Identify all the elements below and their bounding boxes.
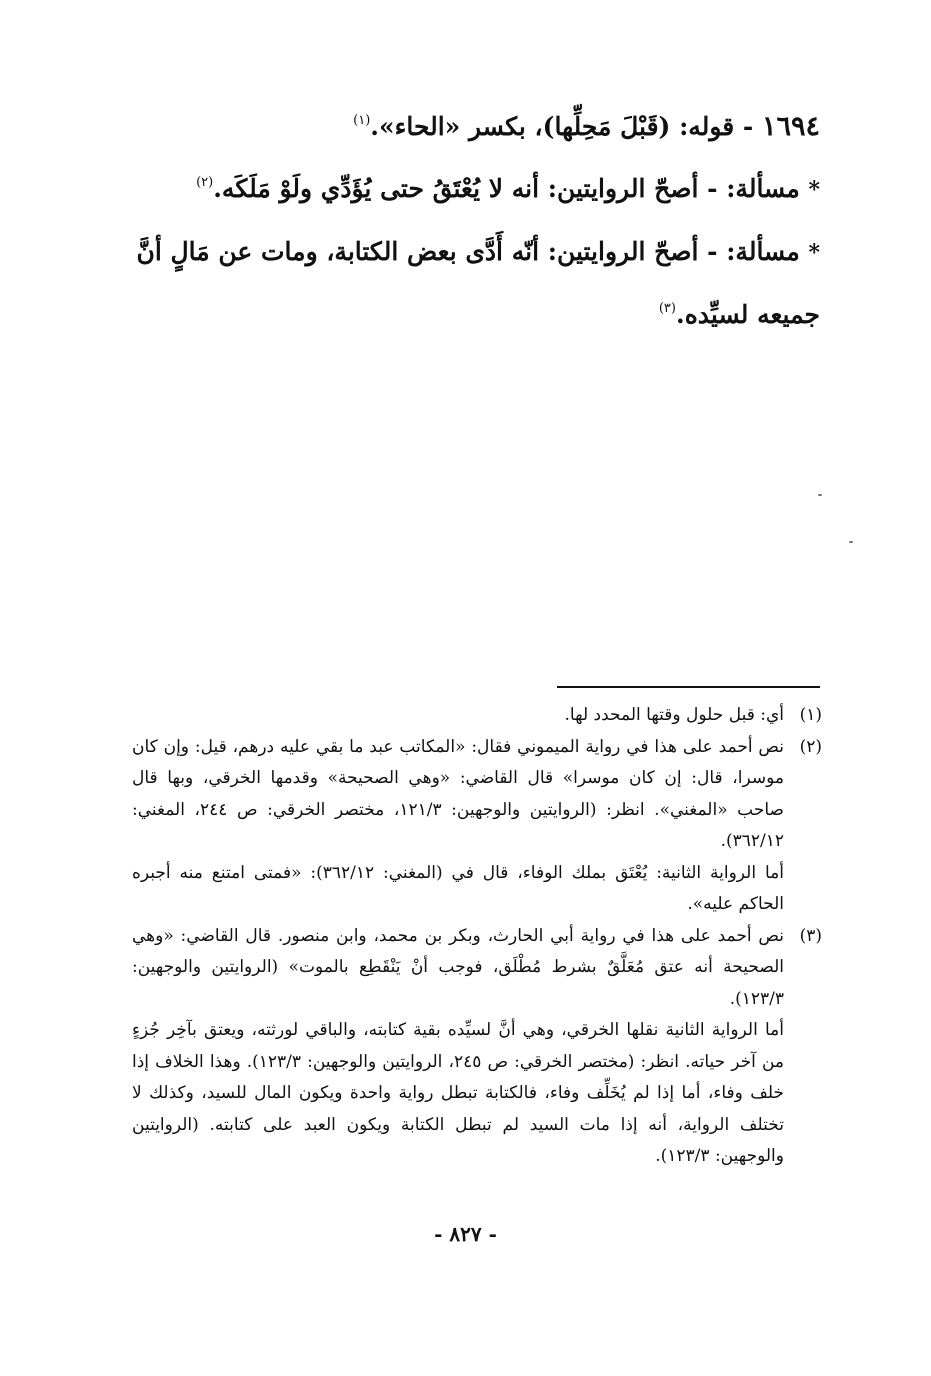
footnote-paragraph: نص أحمد على هذا في رواية أبي الحارث، وبكر بن محمد، وابن منصور. قال القاضي: «وهي الصحيحة أنه عتق مُعَلَّقٌ بشرط مُطْلَق، فوجب أنْ يَنْقَطِع بالموت» (الروايتين والوجهين: ١٢٣/٣). [132, 925, 784, 1009]
issue-2 [130, 221, 820, 346]
footnote-2 [132, 732, 822, 921]
entry-dash: - [734, 112, 762, 141]
issue-1 [130, 158, 820, 221]
entry-text: قوله: (قَبْلَ مَحِلِّها)، بكسر «الحاء». [370, 112, 735, 141]
footnote-paragraph: أما الرواية الثانية نقلها الخرقي، وهي أنَّ لسيِّده بقية كتابته، والباقي لورثته، ويعتق بآخِر جُزءٍ من آخر حياته. انظر: (مختصر الخرقي: ص ٢٤٥، الروايتين والوجهين: ١٢٣/٣). وهذا الخلاف إذا خلف وفاء، أما إذا لم يُخَلِّف وفاء، فالكتابة تبطل رواية واحدة ويكون المال للسيد، وكذلك لا تختلف الرواية، أنه إذا مات السيد لم تبطل الكتابة ويكون العبد على كتابته. (الروايتين والوجهين: ١٢٣/٣). [132, 1020, 785, 1166]
issue-2-text: مسألة: - أصحّ الروايتين: أنّه أَدَّى بعض الكتابة، ومات عن مَالٍ أنَّ جميعه لسيِّده. [136, 237, 820, 329]
footnote-number: (٢) [799, 736, 822, 757]
footnote-paragraph: أما الرواية الثانية: يُعْتَق بملك الوفاء، قال في (المغني: ٣٦٢/١٢): «فمتى امتنع منه أجبره الحاكم عليه». [132, 862, 784, 914]
footnote-paragraph: نص أحمد على هذا في رواية الميموني فقال: «المكاتب عبد ما بقي عليه درهم، قيل: وإن كان موسرا، قال: إن كان موسرا» قال القاضي: «وهي الصحيحة» وقدمها الخرقي، وبها قال صاحب «المغني». انظر: (الروايتين والوجهين: ١٢١/٣، مختصر الخرقي: ص ٢٤٤، المغني: ٣٦٢/١٢). [132, 736, 784, 851]
footnote-number: (٣) [799, 925, 822, 946]
footnote-ref-1: (١) [353, 113, 371, 128]
issue-1-text: مسألة: - أصحّ الروايتين: أنه لا يُعْتَقُ حتى يُؤَدِّي ولَوْ مَلَكَه. [213, 174, 800, 203]
entry-number: ١٦٩٤ [761, 111, 820, 142]
page-number: - ٨٢٧ - [434, 1222, 497, 1246]
footnote-ref-3: (٣) [658, 301, 676, 316]
entry-1694 [130, 96, 820, 158]
asterisk-marker: * [808, 240, 820, 266]
footnote-1 [132, 700, 822, 732]
scan-speck [849, 541, 853, 543]
footnote-number: (١) [799, 705, 822, 725]
main-text [130, 96, 820, 346]
asterisk-marker: * [808, 177, 820, 203]
footnote-separator [557, 686, 820, 688]
footnotes [132, 700, 822, 1173]
scan-speck [818, 494, 822, 496]
footnote-3 [132, 921, 822, 1173]
footnote-ref-2: (٢) [196, 175, 214, 190]
footnote-paragraph: أي: قبل حلول وقتها المحدد لها. [564, 705, 784, 725]
